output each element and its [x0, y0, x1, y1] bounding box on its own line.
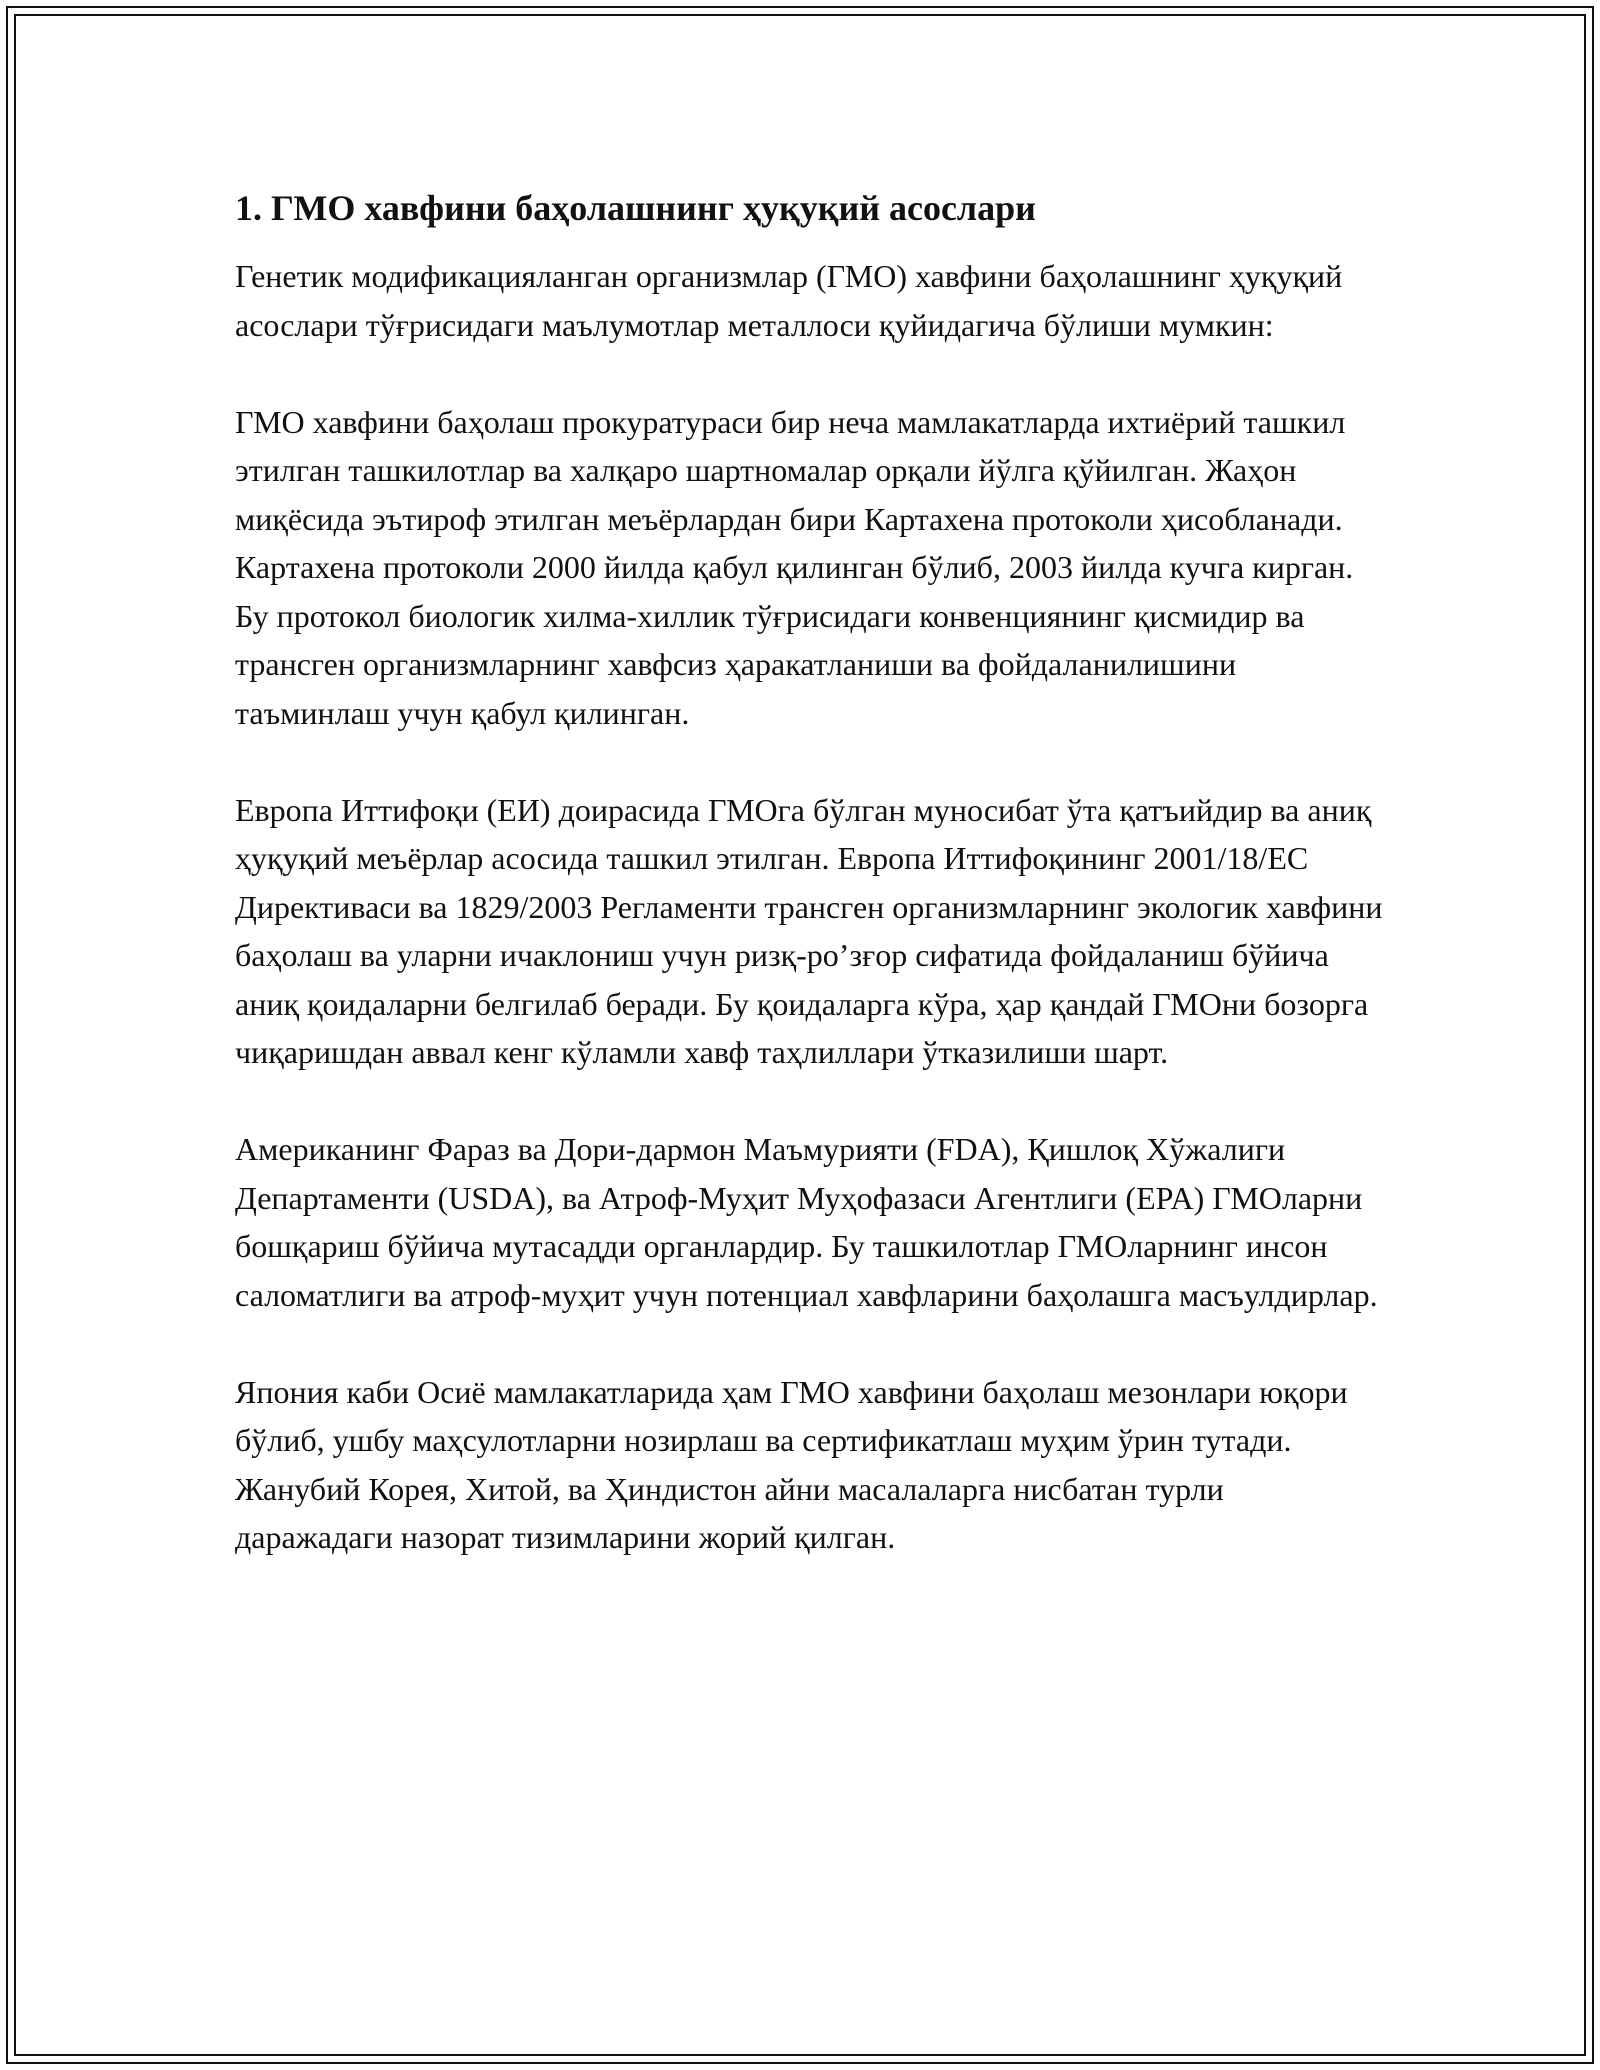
paragraph-cartagena-protocol: ГМО хавфини баҳолаш прокуратураси бир неча мамлакатларда ихтиёрий ташкил этилган ташкилотлар ва халқаро шартномалар орқали йўлга қўйилган. Жаҳон миқёсида эътироф этилган меъёрлардан бири Картахена протоколи ҳисобланади. Картахена протоколи 2000 йилда қабул қилинган бўлиб, 2003 йилда кучга кирган. Бу протокол биологик хилма-хиллик тўғрисидаги конвенциянинг қисмидир ва трансген организмларнинг хавфсиз ҳаракатланиши ва фойдаланилишини таъминлаш учун қабул қилинган.: [235, 403, 1354, 731]
paragraph-intro: Генетик модификацияланган организмлар (ГМО) хавфини баҳолашнинг ҳуқуқий асослари тўғрисидаги маълумотлар металлоси қуйидагича бўлиши мумкин:: [235, 258, 1343, 343]
paragraph-european-union: Европа Иттифоқи (ЕИ) доирасида ГМОга бўлган муносибат ўта қатъийдир ва аниқ ҳуқуқий меъёрлар асосида ташкил этилган. Европа Иттифоқининг 2001/18/ЕС Директиваси ва 1829/2003 Регламенти трансген организмларнинг экологик хавфини баҳолаш ва уларни ичаклониш учун ризқ-ро’зғор сифатида фойдаланиш бўйича аниқ қоидаларни белгилаб беради. Бу қоидаларга кўра, ҳар қандай ГМОни бозорга чиқаришдан аввал кенг кўламли хавф таҳлиллари ўтказилиши шарт.: [235, 791, 1383, 1070]
paragraph-asia: Япония каби Осиё мамлакатларида ҳам ГМО хавфини баҳолаш мезонлари юқори бўлиб, ушбу маҳсулотларни нозирлаш ва сертификатлаш муҳим ўрин тутади. Жанубий Корея, Хитой, ва Ҳиндистон айни масалаларга нисбатан турли даражадаги назорат тизимларини жорий қилган.: [235, 1373, 1348, 1555]
section-heading: 1. ГМО хавфини баҳолашнинг ҳуқуқий асослари: [235, 188, 1036, 228]
document-body: [235, 184, 1385, 1610]
paragraph-united-states: Американинг Фараз ва Дори-дармон Маъмурияти (FDA), Қишлоқ Хўжалиги Департаменти (USDA), ва Атроф-Муҳит Муҳофазаси Агентлиги (EPA) ГМОларни бошқариш бўйича мутасадди органлардир. Бу ташкилотлар ГМОларнинг инсон саломатлиги ва атроф-муҳит учун потенциал хавфларини баҳолашга масъулдирлар.: [235, 1131, 1378, 1313]
